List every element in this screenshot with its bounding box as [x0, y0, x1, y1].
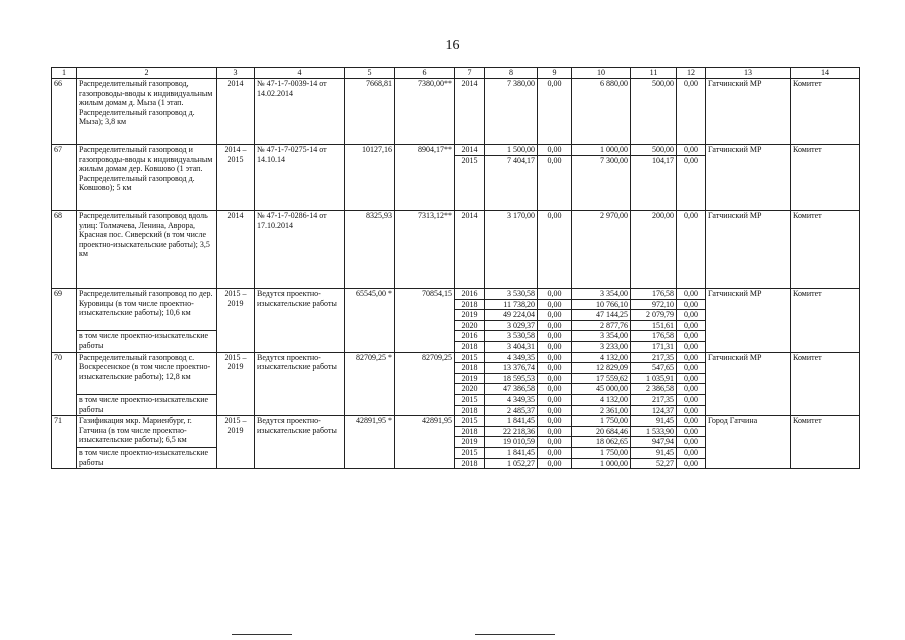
amount-other: 0,00	[677, 145, 706, 156]
amount-total: 3 530,58	[485, 289, 538, 300]
estimated-cost: 7668,81	[345, 79, 395, 145]
amount-regional: 2 361,00	[572, 405, 631, 416]
object-name: Газификация мкр. Мариенбург, г. Гатчина (в том числе проектно-изыскательские работы); 6,5 км	[77, 416, 217, 448]
district: Город Гатчина	[706, 416, 791, 469]
total-cost: 42891,95	[395, 416, 455, 469]
document-ref: № 47-1-7-0275-14 от 14.10.14	[255, 145, 345, 211]
amount-total: 1 841,45	[485, 447, 538, 458]
district: Гатчинский МР	[706, 352, 791, 416]
amount-other: 0,00	[677, 289, 706, 300]
period: 2014 – 2015	[217, 145, 255, 211]
amount-other: 0,00	[677, 211, 706, 289]
amount-total: 3 029,37	[485, 320, 538, 331]
estimated-cost: 42891,95 *	[345, 416, 395, 469]
amount-local: 500,00	[631, 145, 677, 156]
total-cost: 70854,15	[395, 289, 455, 353]
amount-total: 11 738,20	[485, 299, 538, 310]
amount-local: 200,00	[631, 211, 677, 289]
program-table	[51, 67, 860, 469]
year: 2020	[455, 320, 485, 331]
table-row	[52, 211, 860, 289]
amount-federal: 0,00	[538, 437, 572, 448]
amount-federal: 0,00	[538, 289, 572, 300]
year: 2014	[455, 211, 485, 289]
amount-total: 1 841,45	[485, 416, 538, 427]
column-header: 4	[255, 68, 345, 79]
table-header-row	[52, 68, 860, 79]
row-number: 66	[52, 79, 77, 145]
amount-local: 947,94	[631, 437, 677, 448]
amount-regional: 18 062,65	[572, 437, 631, 448]
column-header: 7	[455, 68, 485, 79]
year: 2015	[455, 447, 485, 458]
period: 2014	[217, 79, 255, 145]
row-number: 70	[52, 352, 77, 416]
column-header: 3	[217, 68, 255, 79]
amount-other: 0,00	[677, 156, 706, 211]
amount-other: 0,00	[677, 426, 706, 437]
amount-local: 124,37	[631, 405, 677, 416]
object-name: Распределительный газопровод, газопроводы-вводы к индивидуальным жилым домам д. Мыза (1 этап. Распределительный газопровод д. Мыза); 3,8 км	[77, 79, 217, 145]
amount-other: 0,00	[677, 458, 706, 469]
amount-total: 19 010,59	[485, 437, 538, 448]
column-header: 2	[77, 68, 217, 79]
amount-regional: 2 877,76	[572, 320, 631, 331]
amount-federal: 0,00	[538, 447, 572, 458]
district: Гатчинский МР	[706, 145, 791, 211]
amount-local: 217,35	[631, 352, 677, 363]
document-ref: № 47-1-7-0039-14 от 14.02.2014	[255, 79, 345, 145]
amount-local: 91,45	[631, 447, 677, 458]
column-header: 14	[791, 68, 860, 79]
year: 2015	[455, 352, 485, 363]
period: 2014	[217, 211, 255, 289]
table-row	[52, 416, 860, 427]
amount-other: 0,00	[677, 416, 706, 427]
amount-other: 0,00	[677, 394, 706, 405]
subtotal-label: в том числе проектно-изыскательские работы	[77, 331, 217, 352]
amount-other: 0,00	[677, 373, 706, 384]
column-header: 5	[345, 68, 395, 79]
document-ref: Ведутся проектно-изыскательские работы	[255, 416, 345, 469]
total-cost: 7313,12**	[395, 211, 455, 289]
amount-total: 4 349,35	[485, 352, 538, 363]
page-number: 16	[445, 38, 460, 53]
subtotal-label: в том числе проектно-изыскательские работы	[77, 447, 217, 468]
amount-regional: 6 880,00	[572, 79, 631, 145]
amount-total: 4 349,35	[485, 394, 538, 405]
amount-regional: 3 354,00	[572, 331, 631, 342]
district: Гатчинский МР	[706, 289, 791, 353]
amount-local: 547,65	[631, 363, 677, 374]
total-cost: 7380,00**	[395, 79, 455, 145]
year: 2016	[455, 289, 485, 300]
amount-regional: 47 144,25	[572, 310, 631, 321]
period: 2015 – 2019	[217, 289, 255, 353]
amount-other: 0,00	[677, 299, 706, 310]
executor: Комитет	[791, 289, 860, 353]
amount-other: 0,00	[677, 320, 706, 331]
district: Гатчинский МР	[706, 79, 791, 145]
amount-federal: 0,00	[538, 145, 572, 156]
amount-regional: 3 354,00	[572, 289, 631, 300]
amount-total: 7 380,00	[485, 79, 538, 145]
table-row	[52, 289, 860, 300]
document-ref: № 47-1-7-0286-14 от 17.10.2014	[255, 211, 345, 289]
amount-other: 0,00	[677, 437, 706, 448]
amount-other: 0,00	[677, 384, 706, 395]
table-row	[52, 352, 860, 363]
amount-total: 49 224,04	[485, 310, 538, 321]
table-row	[52, 145, 860, 156]
period: 2015 – 2019	[217, 416, 255, 469]
amount-other: 0,00	[677, 79, 706, 145]
amount-regional: 4 132,00	[572, 394, 631, 405]
total-cost: 82709,25	[395, 352, 455, 416]
year: 2014	[455, 79, 485, 145]
amount-total: 22 218,36	[485, 426, 538, 437]
amount-regional: 12 829,09	[572, 363, 631, 374]
amount-federal: 0,00	[538, 156, 572, 211]
amount-other: 0,00	[677, 341, 706, 352]
amount-federal: 0,00	[538, 416, 572, 427]
year: 2016	[455, 331, 485, 342]
year: 2020	[455, 384, 485, 395]
document-ref: Ведутся проектно-изыскательские работы	[255, 352, 345, 416]
executor: Комитет	[791, 79, 860, 145]
row-number: 71	[52, 416, 77, 469]
year: 2018	[455, 405, 485, 416]
year: 2015	[455, 394, 485, 405]
amount-total: 3 404,31	[485, 341, 538, 352]
amount-federal: 0,00	[538, 363, 572, 374]
object-name: Распределительный газопровод по дер. Куровицы (в том числе проектно-изыскательские работы); 10,6 км	[77, 289, 217, 331]
year: 2014	[455, 145, 485, 156]
scan-mark	[232, 634, 292, 635]
amount-regional: 17 559,62	[572, 373, 631, 384]
amount-local: 500,00	[631, 79, 677, 145]
year: 2018	[455, 363, 485, 374]
amount-federal: 0,00	[538, 79, 572, 145]
amount-regional: 4 132,00	[572, 352, 631, 363]
column-header: 13	[706, 68, 791, 79]
amount-local: 104,17	[631, 156, 677, 211]
amount-total: 7 404,17	[485, 156, 538, 211]
amount-federal: 0,00	[538, 373, 572, 384]
amount-regional: 20 684,46	[572, 426, 631, 437]
amount-federal: 0,00	[538, 331, 572, 342]
executor: Комитет	[791, 145, 860, 211]
amount-total: 1 052,27	[485, 458, 538, 469]
amount-other: 0,00	[677, 405, 706, 416]
year: 2018	[455, 426, 485, 437]
amount-federal: 0,00	[538, 341, 572, 352]
amount-regional: 10 766,10	[572, 299, 631, 310]
amount-local: 972,10	[631, 299, 677, 310]
amount-federal: 0,00	[538, 405, 572, 416]
column-header: 12	[677, 68, 706, 79]
amount-other: 0,00	[677, 363, 706, 374]
amount-federal: 0,00	[538, 458, 572, 469]
object-name: Распределительный газопровод и газопроводы-вводы к индивидуальным жилым домам дер. Ковшово (1 этап. Распределительный газопровод д. Ковшово); 5 км	[77, 145, 217, 211]
column-header: 1	[52, 68, 77, 79]
estimated-cost: 10127,16	[345, 145, 395, 211]
amount-local: 1 533,90	[631, 426, 677, 437]
column-header: 9	[538, 68, 572, 79]
amount-total: 2 485,37	[485, 405, 538, 416]
amount-other: 0,00	[677, 352, 706, 363]
row-number: 67	[52, 145, 77, 211]
period: 2015 – 2019	[217, 352, 255, 416]
year: 2015	[455, 416, 485, 427]
amount-local: 1 035,91	[631, 373, 677, 384]
amount-regional: 1 750,00	[572, 447, 631, 458]
year: 2019	[455, 437, 485, 448]
amount-regional: 1 750,00	[572, 416, 631, 427]
amount-regional: 45 000,00	[572, 384, 631, 395]
amount-local: 176,58	[631, 289, 677, 300]
amount-local: 171,31	[631, 341, 677, 352]
amount-regional: 7 300,00	[572, 156, 631, 211]
amount-local: 52,27	[631, 458, 677, 469]
amount-other: 0,00	[677, 447, 706, 458]
year: 2015	[455, 156, 485, 211]
estimated-cost: 8325,93	[345, 211, 395, 289]
document-ref: Ведутся проектно-изыскательские работы	[255, 289, 345, 353]
amount-regional: 2 970,00	[572, 211, 631, 289]
amount-total: 3 530,58	[485, 331, 538, 342]
amount-local: 2 079,79	[631, 310, 677, 321]
amount-federal: 0,00	[538, 211, 572, 289]
year: 2018	[455, 341, 485, 352]
amount-regional: 1 000,00	[572, 458, 631, 469]
amount-local: 176,58	[631, 331, 677, 342]
amount-federal: 0,00	[538, 426, 572, 437]
table-row	[52, 79, 860, 145]
year: 2019	[455, 310, 485, 321]
year: 2018	[455, 458, 485, 469]
object-name: Распределительный газопровод с. Воскресенское (в том числе проектно-изыскательские работы); 12,8 км	[77, 352, 217, 394]
row-number: 68	[52, 211, 77, 289]
year: 2019	[455, 373, 485, 384]
total-cost: 8904,17**	[395, 145, 455, 211]
amount-total: 3 170,00	[485, 211, 538, 289]
amount-regional: 1 000,00	[572, 145, 631, 156]
column-header: 8	[485, 68, 538, 79]
executor: Комитет	[791, 211, 860, 289]
executor: Комитет	[791, 416, 860, 469]
amount-other: 0,00	[677, 331, 706, 342]
amount-local: 151,61	[631, 320, 677, 331]
amount-federal: 0,00	[538, 310, 572, 321]
column-header: 10	[572, 68, 631, 79]
amount-other: 0,00	[677, 310, 706, 321]
amount-total: 18 595,53	[485, 373, 538, 384]
amount-federal: 0,00	[538, 320, 572, 331]
amount-total: 1 500,00	[485, 145, 538, 156]
amount-total: 47 386,58	[485, 384, 538, 395]
subtotal-label: в том числе проектно-изыскательские работы	[77, 394, 217, 415]
amount-federal: 0,00	[538, 352, 572, 363]
amount-local: 217,35	[631, 394, 677, 405]
column-header: 11	[631, 68, 677, 79]
amount-federal: 0,00	[538, 394, 572, 405]
amount-local: 91,45	[631, 416, 677, 427]
estimated-cost: 65545,00 *	[345, 289, 395, 353]
amount-federal: 0,00	[538, 384, 572, 395]
scan-mark	[475, 634, 555, 635]
amount-federal: 0,00	[538, 299, 572, 310]
estimated-cost: 82709,25 *	[345, 352, 395, 416]
district: Гатчинский МР	[706, 211, 791, 289]
column-header: 6	[395, 68, 455, 79]
amount-total: 13 376,74	[485, 363, 538, 374]
amount-local: 2 386,58	[631, 384, 677, 395]
object-name: Распределительный газопровод вдоль улиц: Толмачева, Ленина, Аврора, Красная пос. Сиверский (в том числе проектно-изыскательские работы); 3,5 км	[77, 211, 217, 289]
amount-regional: 3 233,00	[572, 341, 631, 352]
executor: Комитет	[791, 352, 860, 416]
row-number: 69	[52, 289, 77, 353]
year: 2018	[455, 299, 485, 310]
